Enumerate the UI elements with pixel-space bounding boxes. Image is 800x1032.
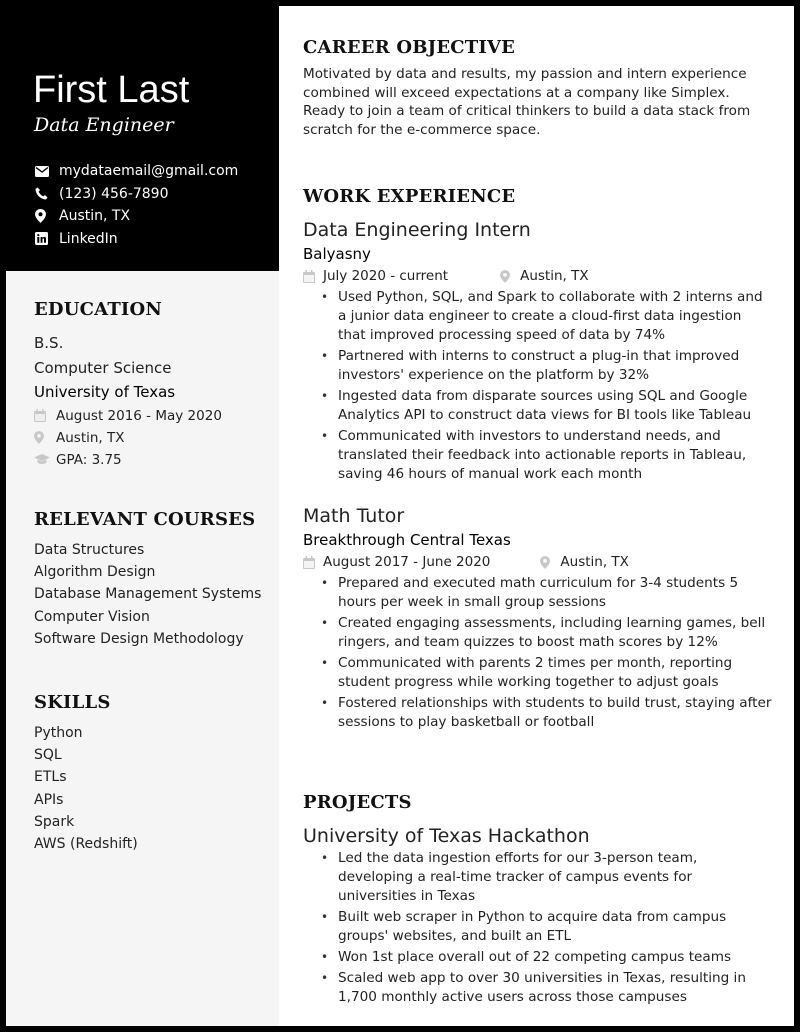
job-bullets bbox=[303, 288, 773, 484]
candidate-role: Data Engineer bbox=[34, 114, 174, 136]
contact-linkedin-text: LinkedIn bbox=[59, 230, 118, 247]
job-location: Austin, TX bbox=[560, 554, 629, 570]
job-location: Austin, TX bbox=[520, 268, 589, 284]
candidate-name: First Last bbox=[33, 69, 190, 111]
education-gpa bbox=[34, 449, 274, 471]
experience-heading: WORK EXPERIENCE bbox=[303, 186, 516, 207]
calendar-icon bbox=[303, 270, 323, 283]
courses-heading: RELEVANT COURSES bbox=[34, 509, 256, 530]
education-dates-text: August 2016 - May 2020 bbox=[56, 407, 222, 424]
school-name: University of Texas bbox=[34, 383, 176, 401]
education-location-text: Austin, TX bbox=[56, 429, 125, 446]
bullet-item: • Built web scraper in Python to acquire data from campus groups' websites, and built an ETL bbox=[303, 908, 773, 946]
bullet-item: • Communicated with parents 2 times per month, reporting student progress while working together to adjust goals bbox=[303, 654, 773, 692]
skill-item: Spark bbox=[34, 813, 75, 830]
contact-linkedin[interactable] bbox=[35, 228, 238, 251]
project-title: University of Texas Hackathon bbox=[303, 825, 590, 847]
bullet-item: • Prepared and executed math curriculum for 3-4 students 5 hours per week in small group sessions bbox=[303, 574, 773, 612]
job-meta bbox=[303, 265, 773, 288]
calendar-icon bbox=[303, 556, 323, 569]
job-entry bbox=[303, 217, 773, 484]
calendar-icon bbox=[34, 409, 56, 422]
education-section bbox=[34, 298, 274, 471]
map-pin-icon bbox=[35, 209, 59, 223]
skill-item: ETLs bbox=[34, 769, 67, 786]
bullet-item: • Communicated with investors to understand needs, and translated their feedback into actionable reports in Tableau, saving 46 hours of manual work each month bbox=[303, 427, 773, 484]
bullet-item: • Fostered relationships with students to build trust, staying after sessions to play basketball or football bbox=[303, 694, 773, 732]
contact-location-text: Austin, TX bbox=[59, 208, 131, 225]
company-name: Balyasny bbox=[303, 245, 371, 263]
bullet-item: • Led the data ingestion efforts for our 3-person team, developing a real-time tracker of campus events for universities in Texas bbox=[303, 849, 773, 906]
company-name: Breakthrough Central Texas bbox=[303, 531, 511, 549]
job-meta bbox=[303, 551, 773, 574]
map-pin-icon bbox=[34, 431, 56, 444]
job-dates: August 2017 - June 2020 bbox=[323, 554, 491, 570]
course-item: Computer Vision bbox=[34, 608, 150, 625]
objective-section bbox=[303, 36, 773, 139]
education-dates bbox=[34, 405, 274, 427]
skill-item: SQL bbox=[34, 747, 62, 764]
objective-heading: CAREER OBJECTIVE bbox=[303, 37, 516, 58]
objective-text: Motivated by data and results, my passion and intern experience combined will exceed expectations at a company like Simplex. Ready to join a team of critical thinkers to build a data stack from scratch for the e-commerce space. bbox=[303, 66, 751, 138]
bullet-item: • Scaled web app to over 30 universities in Texas, resulting in 1,700 monthly active users across those campuses bbox=[303, 969, 773, 1007]
education-location bbox=[34, 427, 274, 449]
field-of-study: Computer Science bbox=[34, 358, 172, 377]
bullet-item: • Created engaging assessments, including learning games, bell ringers, and team quizzes to boost math scores by 12% bbox=[303, 614, 773, 652]
skill-item: Python bbox=[34, 725, 83, 741]
course-item: Data Structures bbox=[34, 542, 145, 558]
education-heading: EDUCATION bbox=[34, 299, 163, 320]
envelope-icon bbox=[35, 166, 59, 177]
contact-email-text: mydataemail@gmail.com bbox=[59, 163, 239, 180]
bullet-item: • Used Python, SQL, and Spark to collaborate with 2 interns and a junior data engineer to create a cloud-first data ingestion that improved processing speed of data by 74% bbox=[303, 288, 773, 345]
skills-section bbox=[34, 691, 274, 855]
map-pin-icon bbox=[540, 556, 560, 569]
project-bullets bbox=[303, 849, 773, 1007]
degree: B.S. bbox=[34, 334, 64, 352]
project-entry bbox=[303, 823, 773, 1007]
course-item: Database Management Systems bbox=[34, 586, 262, 603]
linkedin-icon bbox=[35, 232, 59, 245]
contact-list bbox=[35, 160, 238, 250]
courses-section bbox=[34, 508, 274, 650]
resume-page bbox=[6, 6, 794, 1026]
experience-section bbox=[303, 185, 773, 734]
contact-phone-text: (123) 456-7890 bbox=[59, 185, 169, 202]
contact-location bbox=[35, 205, 238, 228]
skills-heading: SKILLS bbox=[34, 692, 111, 713]
projects-section bbox=[303, 791, 773, 1009]
graduation-cap-icon bbox=[34, 454, 56, 465]
job-entry bbox=[303, 503, 773, 732]
projects-heading: PROJECTS bbox=[303, 792, 412, 813]
contact-phone[interactable] bbox=[35, 183, 238, 206]
job-dates: July 2020 - current bbox=[323, 268, 449, 284]
bullet-item: • Partnered with interns to construct a plug-in that improved investors' experience on the platform by 32% bbox=[303, 347, 773, 385]
bullet-item: • Ingested data from disparate sources using SQL and Google Analytics API to construct data views for BI tools like Tableau bbox=[303, 387, 773, 425]
bullet-item: • Won 1st place overall out of 22 competing campus teams bbox=[303, 948, 773, 967]
job-title: Math Tutor bbox=[303, 505, 405, 527]
education-gpa-text: GPA: 3.75 bbox=[56, 451, 122, 468]
header-block bbox=[6, 6, 279, 271]
contact-email[interactable] bbox=[35, 160, 238, 183]
course-item: Software Design Methodology bbox=[34, 630, 244, 647]
skill-item: APIs bbox=[34, 791, 64, 808]
job-title: Data Engineering Intern bbox=[303, 219, 531, 241]
skill-item: AWS (Redshift) bbox=[34, 836, 138, 853]
map-pin-icon bbox=[500, 270, 520, 283]
phone-icon bbox=[35, 187, 59, 200]
job-bullets bbox=[303, 574, 773, 732]
course-item: Algorithm Design bbox=[34, 564, 156, 581]
sidebar bbox=[6, 6, 279, 1026]
